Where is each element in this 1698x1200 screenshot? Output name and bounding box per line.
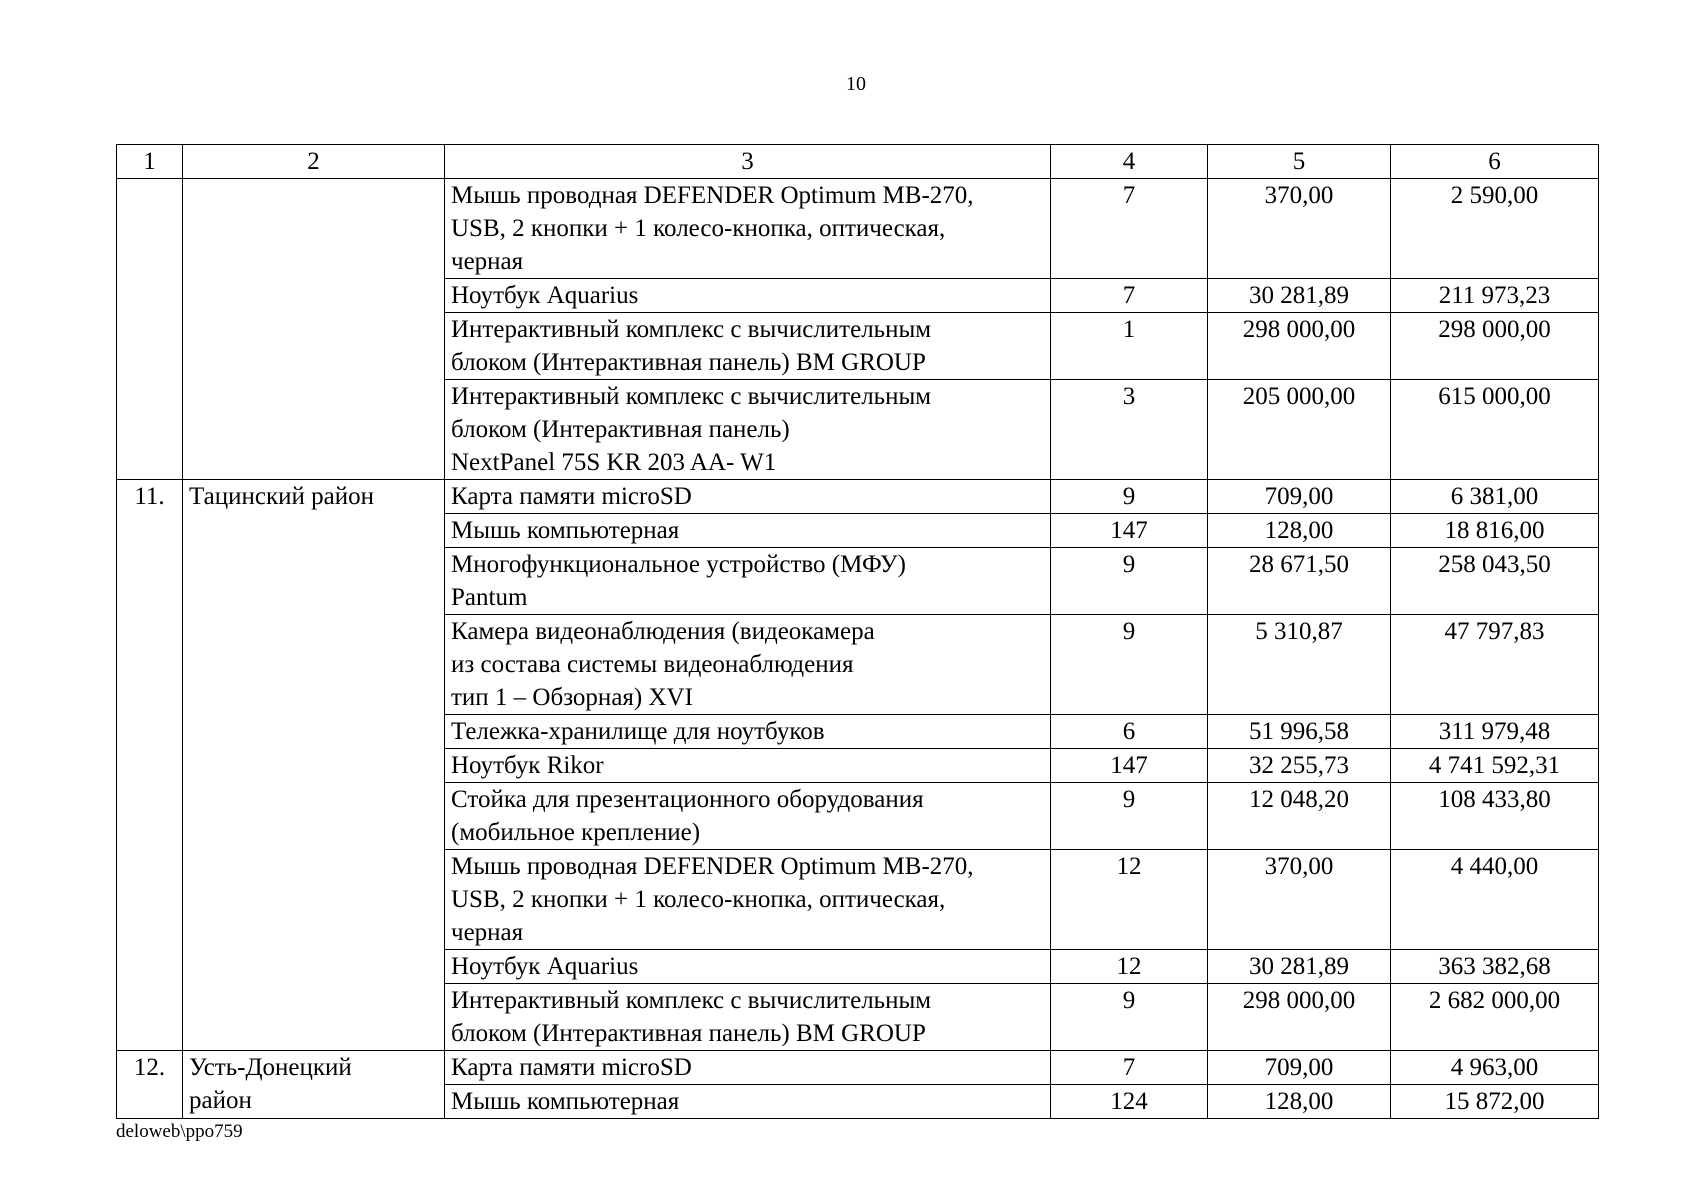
total-cost-cell: 258 043,50 (1391, 548, 1599, 615)
item-name-cell: Тележка-хранилище для ноутбуков (445, 715, 1051, 749)
unit-price-cell: 298 000,00 (1208, 313, 1391, 380)
total-cost-cell: 2 682 000,00 (1391, 984, 1599, 1051)
total-cost-cell: 6 381,00 (1391, 480, 1599, 514)
quantity-cell: 12 (1051, 950, 1208, 984)
item-name-cell: Стойка для презентационного оборудования (мобильное крепление) (445, 783, 1051, 850)
column-number-cell: 3 (445, 145, 1051, 179)
total-cost-cell: 108 433,80 (1391, 783, 1599, 850)
total-cost-cell: 615 000,00 (1391, 380, 1599, 480)
item-name-cell: Ноутбук Aquarius (445, 950, 1051, 984)
total-cost-cell: 4 440,00 (1391, 850, 1599, 950)
unit-price-cell: 30 281,89 (1208, 279, 1391, 313)
district-cell (183, 179, 445, 480)
total-cost-cell: 2 590,00 (1391, 179, 1599, 279)
item-name-cell: Интерактивный комплекс с вычислительным блоком (Интерактивная панель) BM GROUP (445, 313, 1051, 380)
item-name-cell: Камера видеонаблюдения (видеокамера из состава системы видеонаблюдения тип 1 – Обзорная) XVI (445, 615, 1051, 715)
total-cost-cell: 18 816,00 (1391, 514, 1599, 548)
column-number-row (117, 145, 1599, 179)
unit-price-cell: 709,00 (1208, 480, 1391, 514)
quantity-cell: 9 (1051, 480, 1208, 514)
item-name-cell: Многофункциональное устройство (МФУ) Pantum (445, 548, 1051, 615)
total-cost-cell: 211 973,23 (1391, 279, 1599, 313)
item-name-cell: Карта памяти microSD (445, 480, 1051, 514)
row-number-cell (117, 179, 183, 480)
quantity-cell: 7 (1051, 179, 1208, 279)
unit-price-cell: 51 996,58 (1208, 715, 1391, 749)
column-number-cell: 4 (1051, 145, 1208, 179)
unit-price-cell: 370,00 (1208, 850, 1391, 950)
item-name-cell: Мышь проводная DEFENDER Optimum MB-270, USB, 2 кнопки + 1 колесо-кнопка, оптическая, черная (445, 850, 1051, 950)
total-cost-cell: 4 963,00 (1391, 1051, 1599, 1085)
quantity-cell: 6 (1051, 715, 1208, 749)
unit-price-cell: 12 048,20 (1208, 783, 1391, 850)
total-cost-cell: 363 382,68 (1391, 950, 1599, 984)
unit-price-cell: 370,00 (1208, 179, 1391, 279)
column-number-cell: 5 (1208, 145, 1391, 179)
total-cost-cell: 4 741 592,31 (1391, 749, 1599, 783)
quantity-cell: 7 (1051, 1051, 1208, 1085)
quantity-cell: 9 (1051, 783, 1208, 850)
table-body (117, 145, 1599, 1119)
quantity-cell: 1 (1051, 313, 1208, 380)
quantity-cell: 147 (1051, 514, 1208, 548)
row-number-cell: 11. (117, 480, 183, 1051)
table-row (117, 179, 1599, 279)
unit-price-cell: 32 255,73 (1208, 749, 1391, 783)
quantity-cell: 9 (1051, 984, 1208, 1051)
unit-price-cell: 128,00 (1208, 1085, 1391, 1119)
district-cell: Усть-Донецкий район (183, 1051, 445, 1119)
quantity-cell: 12 (1051, 850, 1208, 950)
quantity-cell: 3 (1051, 380, 1208, 480)
unit-price-cell: 205 000,00 (1208, 380, 1391, 480)
quantity-cell: 124 (1051, 1085, 1208, 1119)
total-cost-cell: 311 979,48 (1391, 715, 1599, 749)
total-cost-cell: 15 872,00 (1391, 1085, 1599, 1119)
item-name-cell: Ноутбук Aquarius (445, 279, 1051, 313)
row-number-cell: 12. (117, 1051, 183, 1119)
footer-path: deloweb\ppo759 (116, 1121, 243, 1142)
item-name-cell: Карта памяти microSD (445, 1051, 1051, 1085)
column-number-cell: 6 (1391, 145, 1599, 179)
unit-price-cell: 30 281,89 (1208, 950, 1391, 984)
equipment-table (116, 144, 1599, 1119)
district-cell: Тацинский район (183, 480, 445, 1051)
unit-price-cell: 128,00 (1208, 514, 1391, 548)
table-row (117, 1051, 1599, 1085)
unit-price-cell: 5 310,87 (1208, 615, 1391, 715)
quantity-cell: 7 (1051, 279, 1208, 313)
unit-price-cell: 298 000,00 (1208, 984, 1391, 1051)
item-name-cell: Мышь компьютерная (445, 1085, 1051, 1119)
column-number-cell: 2 (183, 145, 445, 179)
total-cost-cell: 298 000,00 (1391, 313, 1599, 380)
item-name-cell: Интерактивный комплекс с вычислительным блоком (Интерактивная панель) BM GROUP (445, 984, 1051, 1051)
quantity-cell: 9 (1051, 548, 1208, 615)
total-cost-cell: 47 797,83 (1391, 615, 1599, 715)
item-name-cell: Мышь компьютерная (445, 514, 1051, 548)
item-name-cell: Мышь проводная DEFENDER Optimum MB-270, USB, 2 кнопки + 1 колесо-кнопка, оптическая, черная (445, 179, 1051, 279)
quantity-cell: 9 (1051, 615, 1208, 715)
item-name-cell: Интерактивный комплекс с вычислительным блоком (Интерактивная панель) NextPanel 75S KR 203 AA- W1 (445, 380, 1051, 480)
table-row (117, 480, 1599, 514)
quantity-cell: 147 (1051, 749, 1208, 783)
unit-price-cell: 709,00 (1208, 1051, 1391, 1085)
item-name-cell: Ноутбук Rikor (445, 749, 1051, 783)
column-number-cell: 1 (117, 145, 183, 179)
page-number: 10 (846, 73, 866, 95)
unit-price-cell: 28 671,50 (1208, 548, 1391, 615)
